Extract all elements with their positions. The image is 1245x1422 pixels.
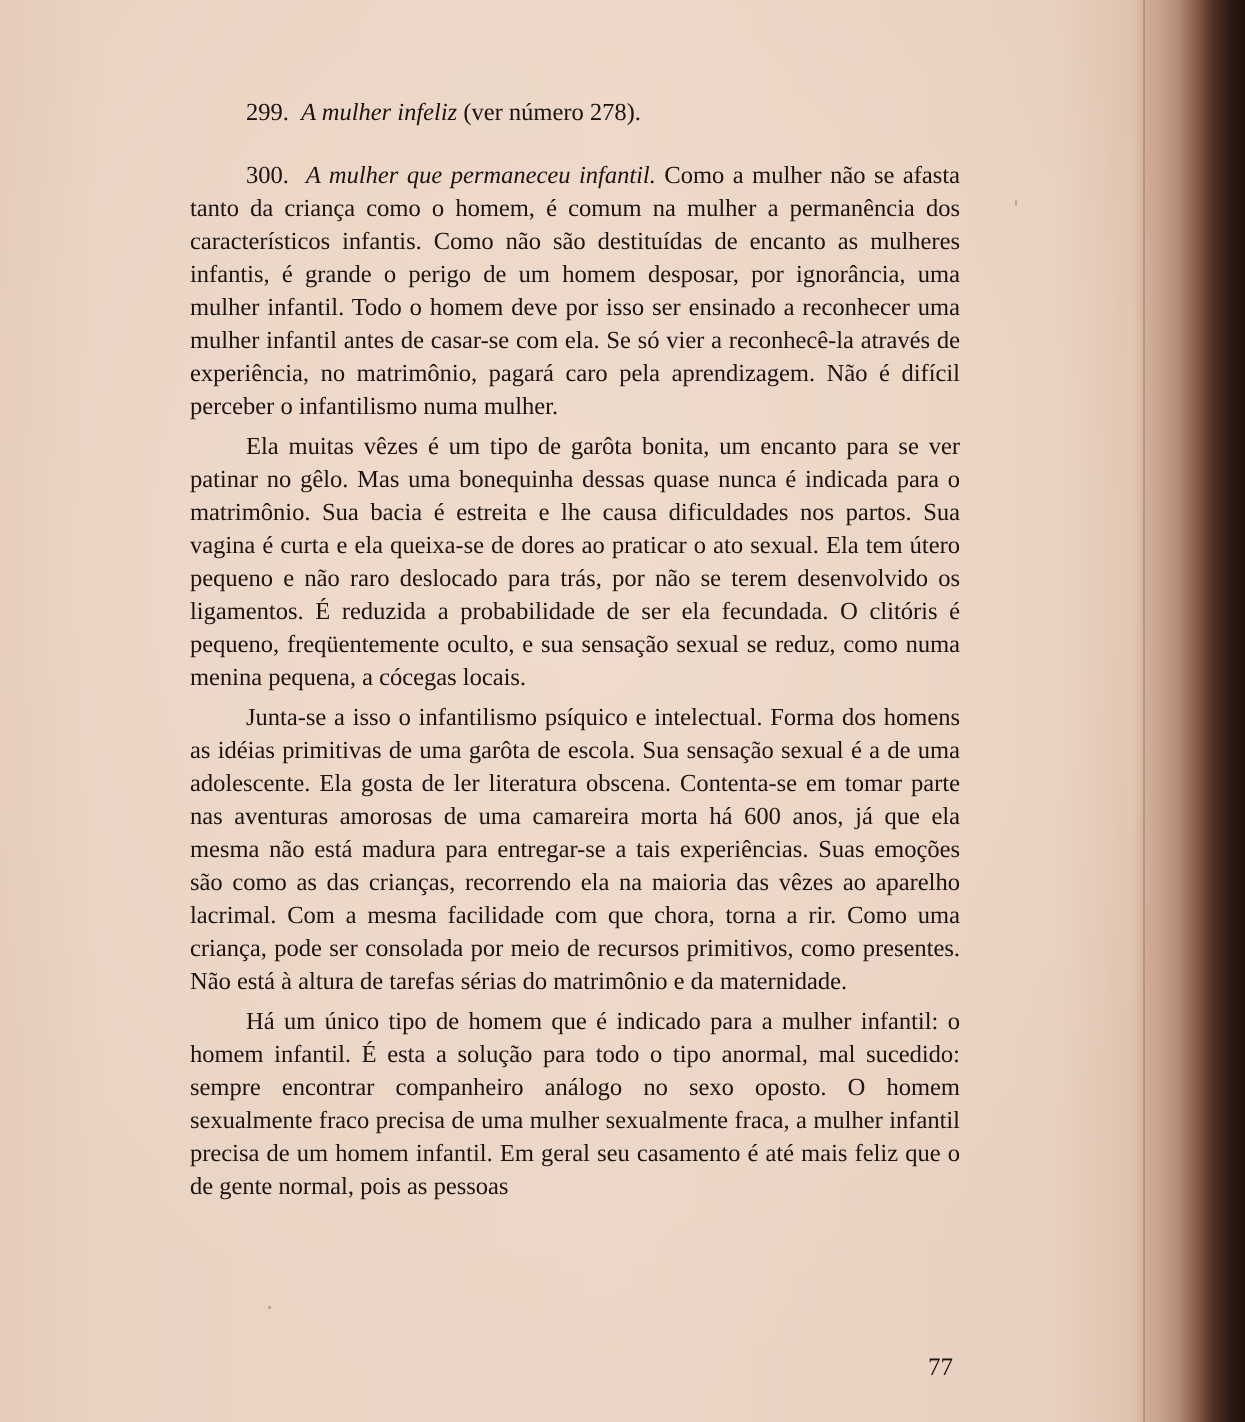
book-gutter-shadow <box>1135 0 1245 1422</box>
entry-300-paragraph-4: Há um único tipo de homem que é indicado para a mulher infantil: o homem infantil. É esta a solução para todo o tipo anormal, mal sucedido: sempre encontrar companheiro análogo no sexo oposto. O homem sexualmente fraco precisa de uma mulher sexualmente fraca, a mulher infantil precisa de um homem infantil. Em geral seu casamento é até mais feliz que o de gente normal, pois as pessoas <box>190 1008 960 1200</box>
entry-300-paragraph-1 <box>190 159 960 423</box>
entry-300-number: 300. <box>246 162 289 189</box>
entry-300-text: Como a mulher não se afasta tanto da criança como o homem, é comum na mulher a permanência dos característicos infantis. Como não são destituídas de encanto as mulheres infantis, é grande o perigo de um homem desposar, por ignorância, uma mulher infantil. Todo o homem deve por isso ser ensinado a reconhecer uma mulher infantil antes de casar-se com ela. Se só vier a reconhecê-la através de experiência, no matrimônio, pagará caro pela aprendizagem. Não é difícil perceber o infantilismo numa mulher. <box>190 162 960 420</box>
page-edge <box>1143 0 1145 1422</box>
entry-300-title: A mulher que permaneceu infantil. <box>305 162 656 189</box>
paper-speck <box>268 1306 271 1309</box>
entry-299 <box>190 96 960 129</box>
body-text <box>190 96 960 1210</box>
entry-299-title: A mulher infeliz <box>301 99 458 126</box>
entry-300-paragraph-2: Ela muitas vêzes é um tipo de garôta bonita, um encanto para se ver patinar no gêlo. Mas uma bonequinha dessas quase nunca é indicada para o matrimônio. Sua bacia é estreita e lhe causa dificuldades nos partos. Sua vagina é curta e ela queixa-se de dores ao praticar o ato sexual. Ela tem útero pequeno e não raro deslocado para trás, por não se terem desenvolvido os ligamentos. É reduzida a probabilidade de ser ela fecundada. O clitóris é pequeno, freqüentemente oculto, e sua sensação sexual se reduz, como numa menina pequena, a cócegas locais. <box>190 433 960 691</box>
page-number: 77 <box>928 1354 953 1381</box>
paper-speck <box>1015 200 1017 206</box>
entry-299-text: (ver número 278). <box>457 99 641 126</box>
entry-300-paragraph-3: Junta-se a isso o infantilismo psíquico e intelectual. Forma dos homens as idéias primitivas de uma garôta de escola. Sua sensação sexual é a de uma adolescente. Ela gosta de ler literatura obscena. Contenta-se em tomar parte nas aventuras amorosas de uma camareira morta há 600 anos, já que ela mesma não está madura para entregar-se a tais experiências. Suas emoções são como as das crianças, recorrendo ela na maioria das vêzes ao aparelho lacrimal. Com a mesma facilidade com que chora, torna a rir. Como uma criança, pode ser consolada por meio de recursos primitivos, como presentes. Não está à altura de tarefas sérias do matrimônio e da maternidade. <box>190 704 960 995</box>
entry-299-number: 299. <box>246 99 289 126</box>
